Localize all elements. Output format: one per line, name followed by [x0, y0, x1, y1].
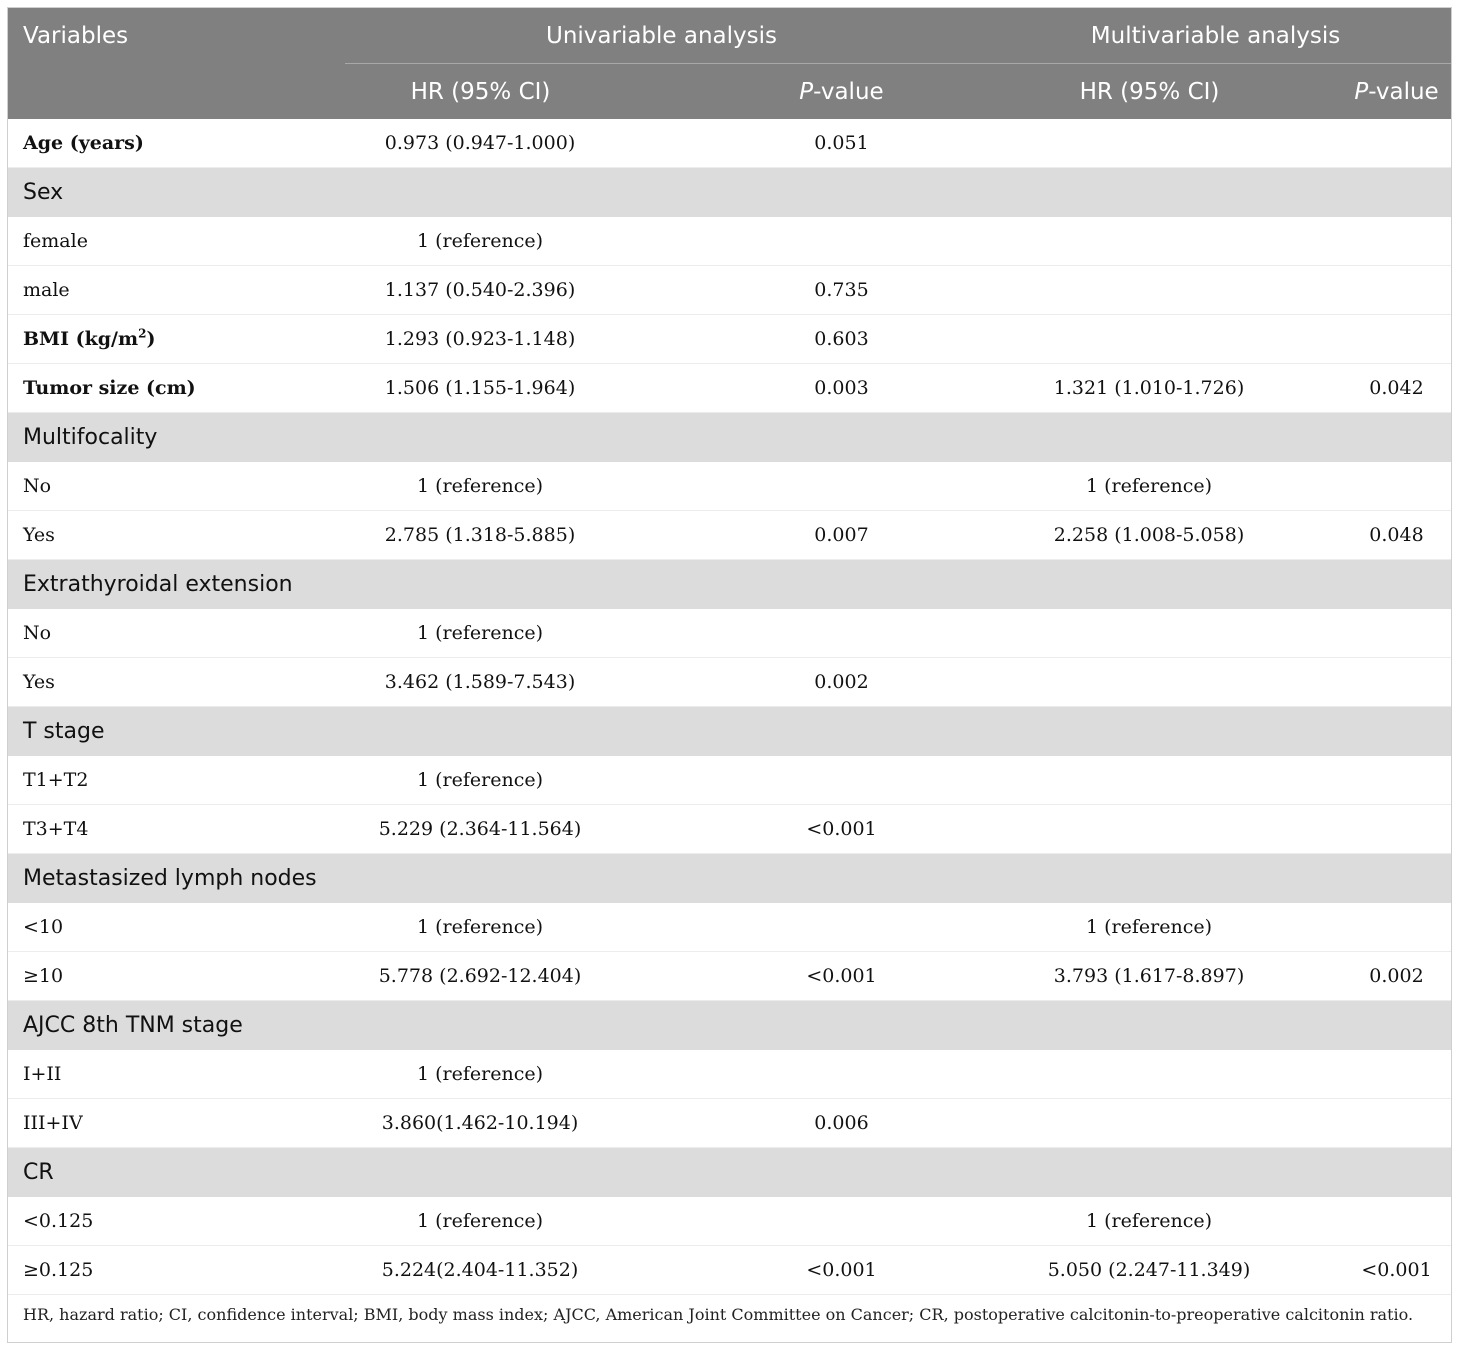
variable-cell — [8, 217, 345, 266]
section-row — [8, 854, 1452, 904]
multivariable-p-cell — [1340, 658, 1452, 707]
multivariable-hr-cell — [978, 707, 1340, 757]
univariable-hr-cell: 3.462 (1.589-7.543) — [345, 658, 705, 707]
univariable-p-cell: 0.603 — [705, 315, 978, 364]
univariable-hr-cell — [345, 168, 705, 218]
variable-label: Yes — [23, 671, 55, 693]
table-row — [8, 364, 1452, 413]
variable-cell — [8, 1050, 345, 1099]
variable-cell — [8, 1197, 345, 1246]
univariable-p-cell: 0.051 — [705, 119, 978, 168]
multivariable-hr-cell — [978, 658, 1340, 707]
univariable-p-cell — [705, 756, 978, 805]
variable-label: Metastasized lymph nodes — [23, 866, 317, 891]
multivariable-p-cell — [1340, 462, 1452, 511]
regression-table — [8, 8, 1452, 1295]
univariable-hr-cell — [345, 1148, 705, 1198]
section-row — [8, 413, 1452, 463]
univariable-hr-cell: 1 (reference) — [345, 217, 705, 266]
univariable-p-cell — [705, 1001, 978, 1051]
multivariable-p-cell — [1340, 266, 1452, 315]
variable-label: Tumor size (cm) — [23, 377, 196, 399]
variable-cell — [8, 707, 345, 757]
univariable-p-cell — [705, 560, 978, 610]
section-row — [8, 1001, 1452, 1051]
univariable-hr-cell — [345, 707, 705, 757]
header-u-p-rest: -value — [813, 78, 884, 105]
multivariable-p-cell — [1340, 413, 1452, 463]
table-body — [8, 119, 1452, 1295]
variable-label: ≥0.125 — [23, 1259, 94, 1281]
multivariable-p-cell: <0.001 — [1340, 1246, 1452, 1295]
multivariable-p-cell — [1340, 707, 1452, 757]
multivariable-hr-cell: 3.793 (1.617-8.897) — [978, 952, 1340, 1001]
variable-cell — [8, 168, 345, 218]
section-row — [8, 1148, 1452, 1198]
multivariable-hr-cell — [978, 560, 1340, 610]
multivariable-hr-cell — [978, 756, 1340, 805]
multivariable-hr-cell: 1 (reference) — [978, 903, 1340, 952]
table-frame — [7, 7, 1452, 1343]
table-row — [8, 511, 1452, 560]
table-row — [8, 266, 1452, 315]
header-u-hr: HR (95% CI) — [345, 64, 705, 120]
variable-label: Sex — [23, 180, 64, 205]
header-m-p-italic: P — [1354, 78, 1369, 105]
variable-label: T3+T4 — [23, 818, 89, 840]
variable-cell — [8, 1148, 345, 1198]
univariable-hr-cell: 1.293 (0.923-1.148) — [345, 315, 705, 364]
variable-cell — [8, 119, 345, 168]
variable-cell — [8, 315, 345, 364]
table-row — [8, 952, 1452, 1001]
variable-cell — [8, 805, 345, 854]
multivariable-hr-cell — [978, 119, 1340, 168]
variable-label: I+II — [23, 1063, 62, 1085]
univariable-p-cell: <0.001 — [705, 1246, 978, 1295]
variable-label: Extrathyroidal extension — [23, 572, 293, 597]
univariable-p-cell: 0.002 — [705, 658, 978, 707]
multivariable-hr-cell: 5.050 (2.247-11.349) — [978, 1246, 1340, 1295]
multivariable-p-cell — [1340, 217, 1452, 266]
multivariable-hr-cell: 1.321 (1.010-1.726) — [978, 364, 1340, 413]
multivariable-hr-cell — [978, 1099, 1340, 1148]
variable-label: III+IV — [23, 1112, 83, 1134]
multivariable-p-cell — [1340, 119, 1452, 168]
multivariable-p-cell — [1340, 854, 1452, 904]
variable-label: BMI (kg/m — [23, 328, 139, 350]
multivariable-p-cell — [1340, 1148, 1452, 1198]
univariable-p-cell: <0.001 — [705, 805, 978, 854]
variable-label: T1+T2 — [23, 769, 89, 791]
variable-cell — [8, 1099, 345, 1148]
multivariable-p-cell — [1340, 315, 1452, 364]
multivariable-p-cell — [1340, 756, 1452, 805]
variable-label: Yes — [23, 524, 55, 546]
header-variables: Variables — [8, 8, 345, 64]
variable-label: No — [23, 475, 52, 497]
variable-label: <10 — [23, 916, 64, 938]
variable-label: T stage — [23, 719, 105, 744]
univariable-p-cell — [705, 217, 978, 266]
variable-label: <0.125 — [23, 1210, 94, 1232]
header-row-1 — [8, 8, 1452, 64]
univariable-hr-cell — [345, 413, 705, 463]
variable-label: AJCC 8th TNM stage — [23, 1013, 243, 1038]
multivariable-hr-cell — [978, 168, 1340, 218]
variable-label: CR — [23, 1160, 54, 1185]
variable-cell — [8, 1246, 345, 1295]
table-row — [8, 1099, 1452, 1148]
variable-label: male — [23, 279, 70, 301]
header-m-p — [1340, 64, 1452, 120]
table-footnote: HR, hazard ratio; CI, confidence interval; BMI, body mass index; AJCC, American Joint Committee on Cancer; CR, postoperative calcitonin-to-preoperative calcitonin ratio. — [23, 1305, 1414, 1324]
multivariable-p-cell — [1340, 609, 1452, 658]
univariable-hr-cell: 1 (reference) — [345, 1050, 705, 1099]
variable-cell — [8, 266, 345, 315]
variable-cell — [8, 1001, 345, 1051]
multivariable-p-cell — [1340, 1001, 1452, 1051]
multivariable-p-cell: 0.042 — [1340, 364, 1452, 413]
table-row — [8, 119, 1452, 168]
univariable-p-cell: 0.003 — [705, 364, 978, 413]
header-blank — [8, 64, 345, 120]
univariable-hr-cell — [345, 560, 705, 610]
section-row — [8, 560, 1452, 610]
variable-cell — [8, 511, 345, 560]
univariable-hr-cell: 1 (reference) — [345, 462, 705, 511]
multivariable-p-cell — [1340, 560, 1452, 610]
table-row — [8, 609, 1452, 658]
table-row — [8, 315, 1452, 364]
variable-cell — [8, 854, 345, 904]
multivariable-hr-cell: 1 (reference) — [978, 462, 1340, 511]
univariable-hr-cell: 0.973 (0.947-1.000) — [345, 119, 705, 168]
multivariable-hr-cell — [978, 609, 1340, 658]
variable-superscript: 2 — [138, 326, 147, 341]
multivariable-hr-cell — [978, 854, 1340, 904]
multivariable-p-cell — [1340, 1197, 1452, 1246]
univariable-p-cell — [705, 707, 978, 757]
multivariable-hr-cell — [978, 805, 1340, 854]
table-row — [8, 1050, 1452, 1099]
table-header — [8, 8, 1452, 119]
table-row — [8, 217, 1452, 266]
univariable-hr-cell — [345, 1001, 705, 1051]
univariable-hr-cell: 1 (reference) — [345, 756, 705, 805]
univariable-p-cell — [705, 903, 978, 952]
univariable-p-cell — [705, 1050, 978, 1099]
univariable-hr-cell — [345, 854, 705, 904]
univariable-p-cell — [705, 168, 978, 218]
multivariable-p-cell — [1340, 903, 1452, 952]
variable-cell — [8, 609, 345, 658]
multivariable-hr-cell — [978, 217, 1340, 266]
variable-cell — [8, 756, 345, 805]
multivariable-hr-cell — [978, 266, 1340, 315]
header-u-p — [705, 64, 978, 120]
variable-label: Multifocality — [23, 425, 158, 450]
variable-label: female — [23, 230, 88, 252]
header-u-p-italic: P — [799, 78, 814, 105]
univariable-p-cell: 0.007 — [705, 511, 978, 560]
table-row — [8, 462, 1452, 511]
univariable-p-cell: <0.001 — [705, 952, 978, 1001]
univariable-hr-cell: 3.860(1.462-10.194) — [345, 1099, 705, 1148]
header-multivariable: Multivariable analysis — [978, 8, 1452, 64]
univariable-hr-cell: 2.785 (1.318-5.885) — [345, 511, 705, 560]
univariable-hr-cell: 5.229 (2.364-11.564) — [345, 805, 705, 854]
multivariable-p-cell: 0.002 — [1340, 952, 1452, 1001]
variable-cell — [8, 903, 345, 952]
table-row — [8, 805, 1452, 854]
univariable-hr-cell: 1.137 (0.540-2.396) — [345, 266, 705, 315]
univariable-hr-cell: 1 (reference) — [345, 903, 705, 952]
variable-cell — [8, 658, 345, 707]
multivariable-hr-cell: 2.258 (1.008-5.058) — [978, 511, 1340, 560]
variable-label: Age (years) — [23, 132, 144, 154]
variable-label: No — [23, 622, 52, 644]
multivariable-hr-cell — [978, 1050, 1340, 1099]
section-row — [8, 168, 1452, 218]
univariable-hr-cell: 5.224(2.404-11.352) — [345, 1246, 705, 1295]
variable-cell — [8, 462, 345, 511]
variable-cell — [8, 952, 345, 1001]
variable-cell — [8, 413, 345, 463]
multivariable-hr-cell: 1 (reference) — [978, 1197, 1340, 1246]
univariable-p-cell — [705, 1148, 978, 1198]
variable-cell — [8, 364, 345, 413]
table-row — [8, 756, 1452, 805]
section-row — [8, 707, 1452, 757]
univariable-p-cell — [705, 1197, 978, 1246]
table-row — [8, 658, 1452, 707]
univariable-p-cell — [705, 413, 978, 463]
multivariable-p-cell: 0.048 — [1340, 511, 1452, 560]
header-univariable: Univariable analysis — [345, 8, 978, 64]
variable-label-end: ) — [146, 328, 156, 350]
multivariable-hr-cell — [978, 315, 1340, 364]
multivariable-p-cell — [1340, 805, 1452, 854]
univariable-p-cell: 0.006 — [705, 1099, 978, 1148]
header-row-2 — [8, 64, 1452, 120]
univariable-p-cell: 0.735 — [705, 266, 978, 315]
univariable-p-cell — [705, 854, 978, 904]
univariable-p-cell — [705, 609, 978, 658]
variable-label: ≥10 — [23, 965, 64, 987]
multivariable-hr-cell — [978, 1148, 1340, 1198]
univariable-p-cell — [705, 462, 978, 511]
table-row — [8, 1197, 1452, 1246]
table-row — [8, 903, 1452, 952]
header-m-hr: HR (95% CI) — [978, 64, 1340, 120]
univariable-hr-cell: 1 (reference) — [345, 609, 705, 658]
multivariable-hr-cell — [978, 413, 1340, 463]
multivariable-p-cell — [1340, 1050, 1452, 1099]
header-m-p-rest: -value — [1368, 78, 1439, 105]
multivariable-hr-cell — [978, 1001, 1340, 1051]
univariable-hr-cell: 1 (reference) — [345, 1197, 705, 1246]
multivariable-p-cell — [1340, 168, 1452, 218]
univariable-hr-cell: 5.778 (2.692-12.404) — [345, 952, 705, 1001]
variable-cell — [8, 560, 345, 610]
table-row — [8, 1246, 1452, 1295]
multivariable-p-cell — [1340, 1099, 1452, 1148]
univariable-hr-cell: 1.506 (1.155-1.964) — [345, 364, 705, 413]
